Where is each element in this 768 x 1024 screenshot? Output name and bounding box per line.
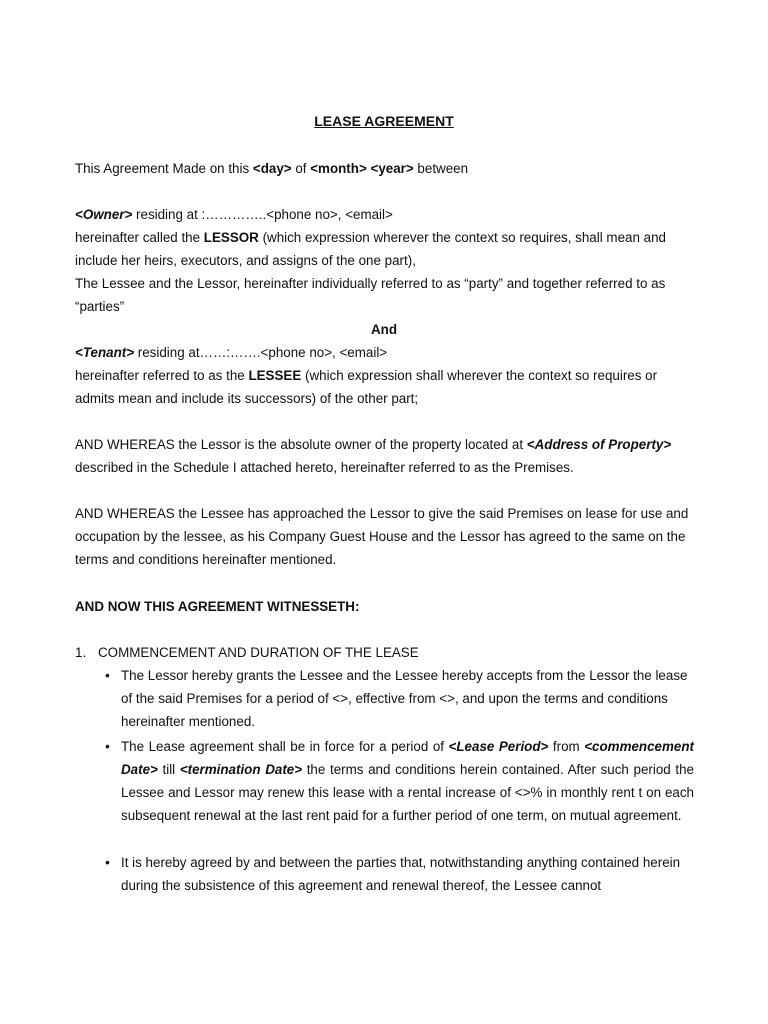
section-1-heading — [75, 641, 693, 664]
day-placeholder: <day> — [252, 161, 292, 176]
clause-1-1: The Lessor hereby grants the Lessee and the Lessee hereby accepts from the Lessor the lease of the said Premises for a period of <>, effective from <>, and upon the terms and conditions hereinafter mentioned. — [121, 668, 688, 729]
tenant-paragraph: <Tenant> residing at……:…….<phone no>, <email> hereinafter referred to as the LESSEE (which expression shall wherever the context so requires or admits mean and include its successors) of the other part; — [75, 345, 658, 406]
parties-definition: The Lessee and the Lessor, hereinafter individually referred to as “party” and together referred to as “parties” — [75, 276, 666, 314]
owner-paragraph: <Owner> residing at :…………..<phone no>, <email> hereinafter called the LESSOR (which expression wherever the context so requires, shall mean and include her heirs, executors, and assigns of the one part), The Lessee and the Lessor, hereinafter individually referred to as “party” and together referred to as “parties” — [75, 207, 666, 314]
address-placeholder: <Address of Property> — [526, 437, 672, 452]
month-placeholder: <month> — [310, 161, 367, 176]
whereas-owner-paragraph: AND WHEREAS the Lessor is the absolute owner of the property located at <Address of Property> described in the Schedule I attached hereto, hereinafter referred to as the Premises. — [75, 437, 672, 475]
lessee-term: LESSEE — [248, 368, 302, 383]
tenant-placeholder: <Tenant> — [75, 345, 135, 360]
bullet-icon: • — [105, 739, 110, 754]
and-separator: And — [370, 322, 398, 337]
section-title: COMMENCEMENT AND DURATION OF THE LEASE — [98, 645, 419, 660]
document-title: LEASE AGREEMENT — [314, 113, 454, 129]
intro-paragraph: This Agreement Made on this <day> of <month> <year> between — [75, 161, 469, 176]
bullet-icon: • — [105, 855, 110, 870]
lease-period-placeholder: <Lease Period> — [448, 739, 549, 754]
owner-placeholder: <Owner> — [75, 207, 133, 222]
commencement-date-placeholder: <commencement Date> — [121, 739, 694, 777]
clause-1-3: It is hereby agreed by and between the parties that, notwithstanding anything contained herein during the subsistence of this agreement and renewal thereof, the Lessee cannot — [121, 855, 681, 893]
termination-date-placeholder: <termination Date> — [179, 762, 303, 777]
lessor-term: LESSOR — [203, 230, 259, 245]
witnesseth-heading: AND NOW THIS AGREEMENT WITNESSETH: — [75, 599, 360, 614]
clause-1-2: The Lease agreement shall be in force for a period of <Lease Period> from <commencement Date> till <termination Date> the terms and conditions herein contained. After such period the Lessee and Lessor may renew this lease with a rental increase of <>% in monthly rent t on each subsequent renewal at the last rent paid for a further period of one term, on mutual agreement. — [121, 739, 694, 823]
bullet-icon: • — [105, 668, 110, 683]
section-number: 1. — [75, 645, 87, 660]
year-placeholder: <year> — [370, 161, 414, 176]
whereas-approach-paragraph: AND WHEREAS the Lessee has approached the Lessor to give the said Premises on lease for use and occupation by the lessee, as his Company Guest House and the Lessor has agreed to the same on the terms and conditions hereinafter mentioned. — [75, 506, 689, 567]
